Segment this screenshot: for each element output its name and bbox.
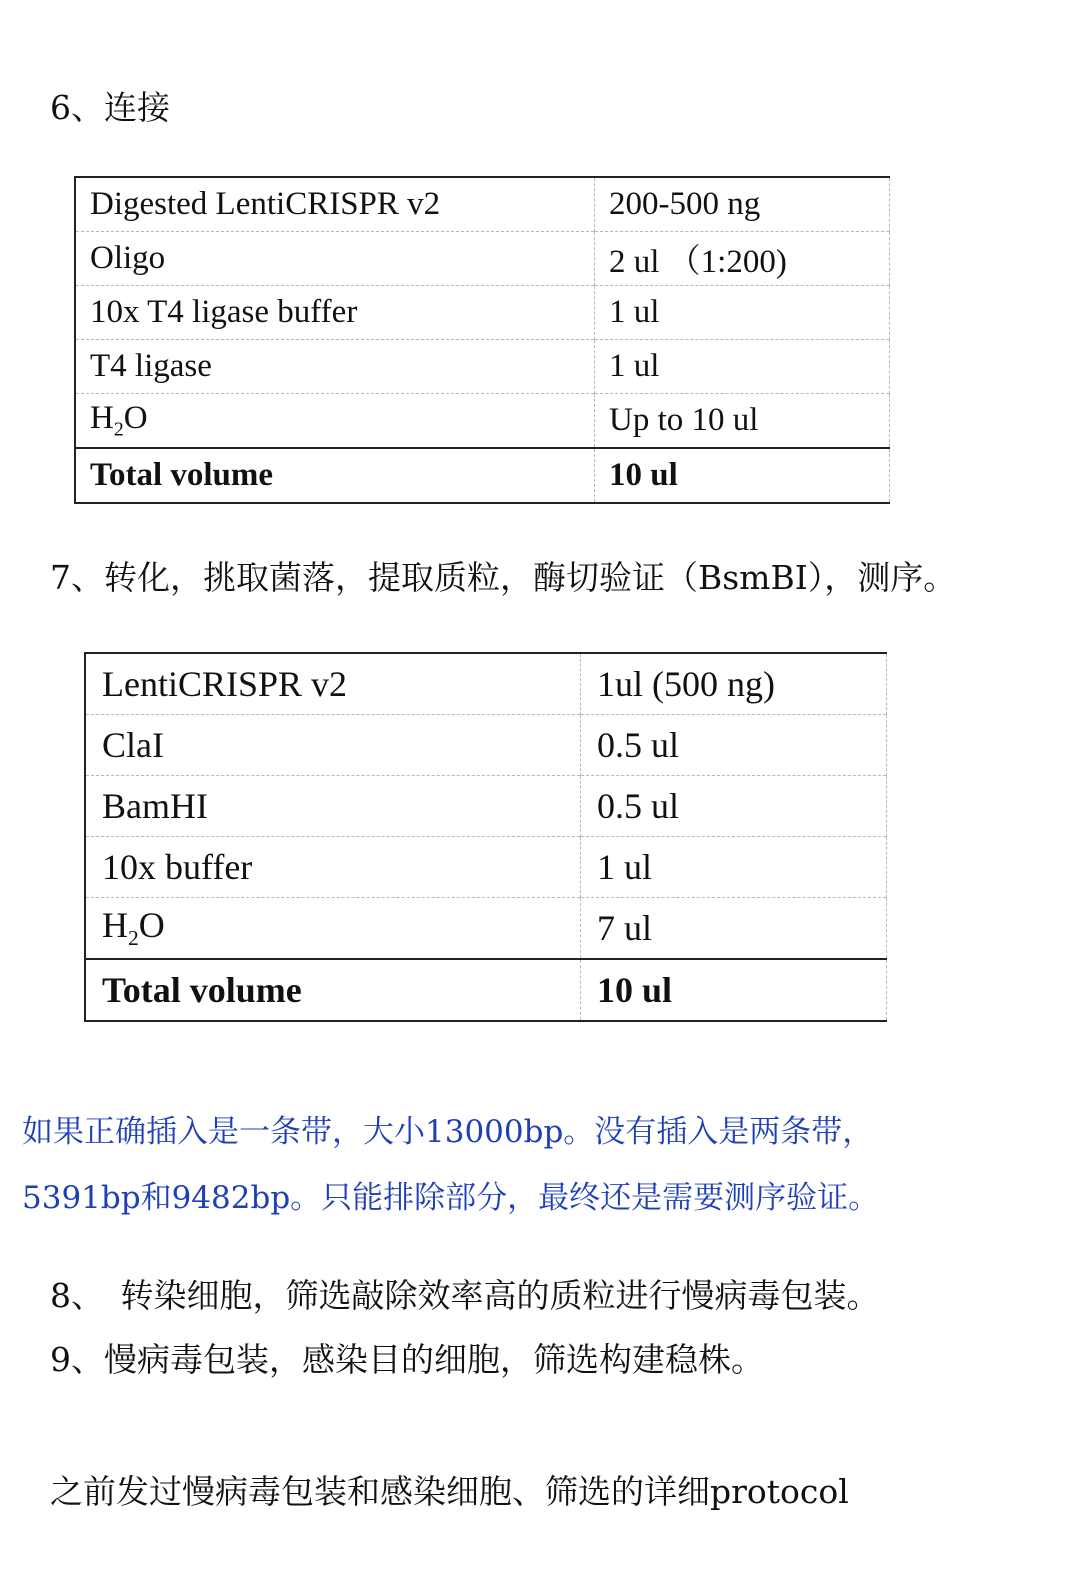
table-row xyxy=(85,653,887,715)
amount-cell: 0.5 ul xyxy=(581,715,887,776)
result-note-line-2: 5391bp和9482bp。只能排除部分，最终还是需要测序验证。 xyxy=(22,1180,880,1216)
reagent-cell: Digested LentiCRISPR v2 xyxy=(75,177,595,232)
amount-cell: Up to 10 ul xyxy=(595,394,890,449)
amount-cell: 1 ul xyxy=(581,837,887,898)
amount-cell: 0.5 ul xyxy=(581,776,887,837)
table-row xyxy=(85,715,887,776)
amount-cell: 7 ul xyxy=(581,898,887,960)
digest-table xyxy=(84,652,887,1022)
table-row xyxy=(85,837,887,898)
reagent-cell: ClaI xyxy=(85,715,581,776)
reagent-cell: 10x T4 ligase buffer xyxy=(75,286,595,340)
total-row xyxy=(75,448,890,503)
amount-cell: 1 ul xyxy=(595,286,890,340)
amount-cell: 10 ul xyxy=(595,448,890,503)
table-row xyxy=(75,286,890,340)
protocol-reference-text: 之前发过慢病毒包装和感染细胞、筛选的详细protocol xyxy=(50,1472,849,1511)
reagent-cell: Total volume xyxy=(85,959,581,1021)
amount-cell: 1ul (500 ng) xyxy=(581,653,887,715)
table-row xyxy=(85,776,887,837)
reagent-cell: T4 ligase xyxy=(75,340,595,394)
amount-cell: 10 ul xyxy=(581,959,887,1021)
amount-cell: 200-500 ng xyxy=(595,177,890,232)
step-9-text: 9、慢病毒包装，感染目的细胞，筛选构建稳株。 xyxy=(50,1340,764,1379)
table-row xyxy=(75,177,890,232)
step-7-text: 7、转化，挑取菌落，提取质粒，酶切验证（BsmBI），测序。 xyxy=(50,558,957,597)
table-row xyxy=(75,340,890,394)
reagent-cell: Oligo xyxy=(75,232,595,286)
table-row xyxy=(75,232,890,286)
table-row xyxy=(85,898,887,960)
reagent-cell: LentiCRISPR v2 xyxy=(85,653,581,715)
amount-cell: 2 ul （1:200) xyxy=(595,232,890,286)
reagent-cell: Total volume xyxy=(75,448,595,503)
step-6-heading: 6、连接 xyxy=(50,88,170,127)
result-note-line-1: 如果正确插入是一条带，大小13000bp。没有插入是两条带， xyxy=(22,1114,874,1150)
reagent-cell: $H_2O$ xyxy=(85,898,581,960)
table-row xyxy=(75,394,890,449)
step-8-text: 8、 转染细胞，筛选敲除效率高的质粒进行慢病毒包装。 xyxy=(50,1276,880,1315)
reagent-cell: 10x buffer xyxy=(85,837,581,898)
total-row xyxy=(85,959,887,1021)
reagent-cell: $H_2O$ xyxy=(75,394,595,449)
reagent-cell: BamHI xyxy=(85,776,581,837)
ligation-table xyxy=(74,176,890,504)
amount-cell: 1 ul xyxy=(595,340,890,394)
